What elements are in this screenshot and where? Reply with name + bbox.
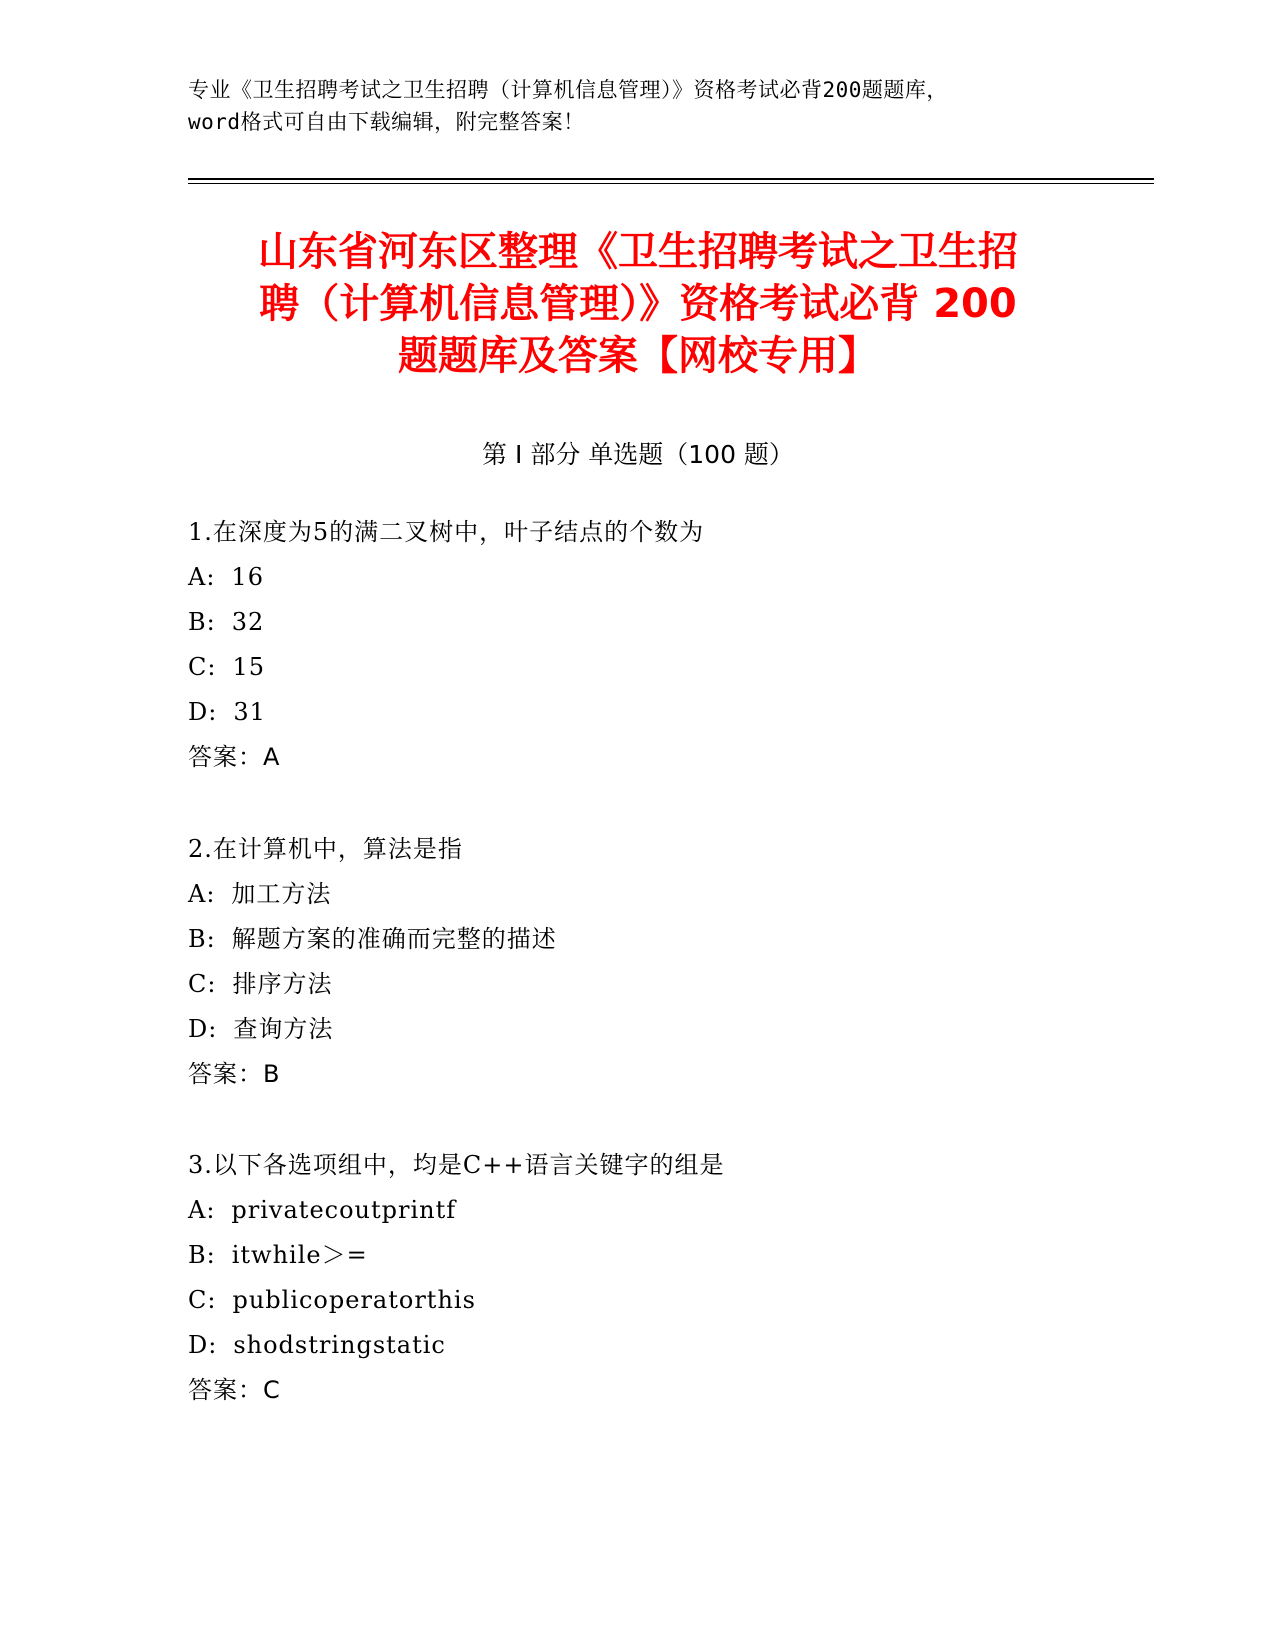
section-heading: 第 I 部分 单选题（100 题） (482, 440, 794, 469)
option-letter: D: (188, 1015, 218, 1043)
option-letter: C: (188, 970, 217, 998)
header-divider-thin (188, 183, 1154, 184)
option-a (188, 872, 1088, 917)
document-title-line-1: 山东省河东区整理《卫生招聘考试之卫生招 (258, 229, 1018, 275)
option-text: 解题方案的准确而完整的描述 (231, 925, 557, 953)
option-text: 15 (232, 653, 265, 681)
option-text: shodstringstatic (233, 1331, 446, 1359)
document-title-line-2: 聘（计算机信息管理）》资格考试必背 200 (259, 281, 1017, 327)
header-note-line-2: word格式可自由下载编辑，附完整答案！ (188, 110, 585, 134)
option-d (188, 1323, 1088, 1368)
option-d (188, 1007, 1088, 1052)
question-3 (188, 1143, 1088, 1413)
option-letter: C: (188, 1286, 217, 1314)
option-letter: B: (188, 925, 216, 953)
question-stem: 2.在计算机中，算法是指 (188, 835, 463, 863)
option-text: 排序方法 (232, 970, 333, 998)
answer-key: 答案：B (188, 1060, 281, 1088)
option-letter: D: (188, 1331, 218, 1359)
option-text: 加工方法 (231, 880, 332, 908)
option-text: 31 (233, 698, 266, 726)
question-stem: 1.在深度为5的满二叉树中，叶子结点的个数为 (188, 518, 705, 546)
option-c (188, 1278, 1088, 1323)
option-a (188, 1188, 1088, 1233)
question-stem: 3.以下各选项组中，均是C++语言关键字的组是 (188, 1151, 725, 1179)
header-note-line-1: 专业《卫生招聘考试之卫生招聘（计算机信息管理）》资格考试必背200题题库， (188, 78, 948, 102)
document-title-line-3: 题题库及答案【网校专用】 (398, 333, 878, 379)
option-c (188, 645, 1088, 690)
answer-key: 答案：A (188, 743, 281, 771)
header-divider-thick (188, 178, 1154, 180)
option-b (188, 1233, 1088, 1278)
question-2 (188, 827, 1088, 1097)
option-c (188, 962, 1088, 1007)
option-text: publicoperatorthis (232, 1286, 476, 1314)
answer-key: 答案：C (188, 1376, 281, 1404)
option-letter: B: (188, 1241, 216, 1269)
option-d (188, 690, 1088, 735)
option-text: privatecoutprintf (231, 1196, 457, 1224)
option-text: 查询方法 (233, 1015, 334, 1043)
option-text: itwhile＞= (231, 1241, 368, 1269)
option-text: 32 (231, 608, 265, 636)
header-note (188, 74, 1088, 138)
document-title (188, 226, 1088, 382)
option-letter: C: (188, 653, 217, 681)
question-1 (188, 510, 1088, 780)
option-letter: A: (188, 880, 216, 908)
option-letter: B: (188, 608, 216, 636)
option-a (188, 555, 1088, 600)
option-b (188, 917, 1088, 962)
option-letter: D: (188, 698, 218, 726)
option-letter: A: (188, 563, 216, 591)
option-letter: A: (188, 1196, 216, 1224)
option-text: 16 (231, 563, 264, 591)
option-b (188, 600, 1088, 645)
